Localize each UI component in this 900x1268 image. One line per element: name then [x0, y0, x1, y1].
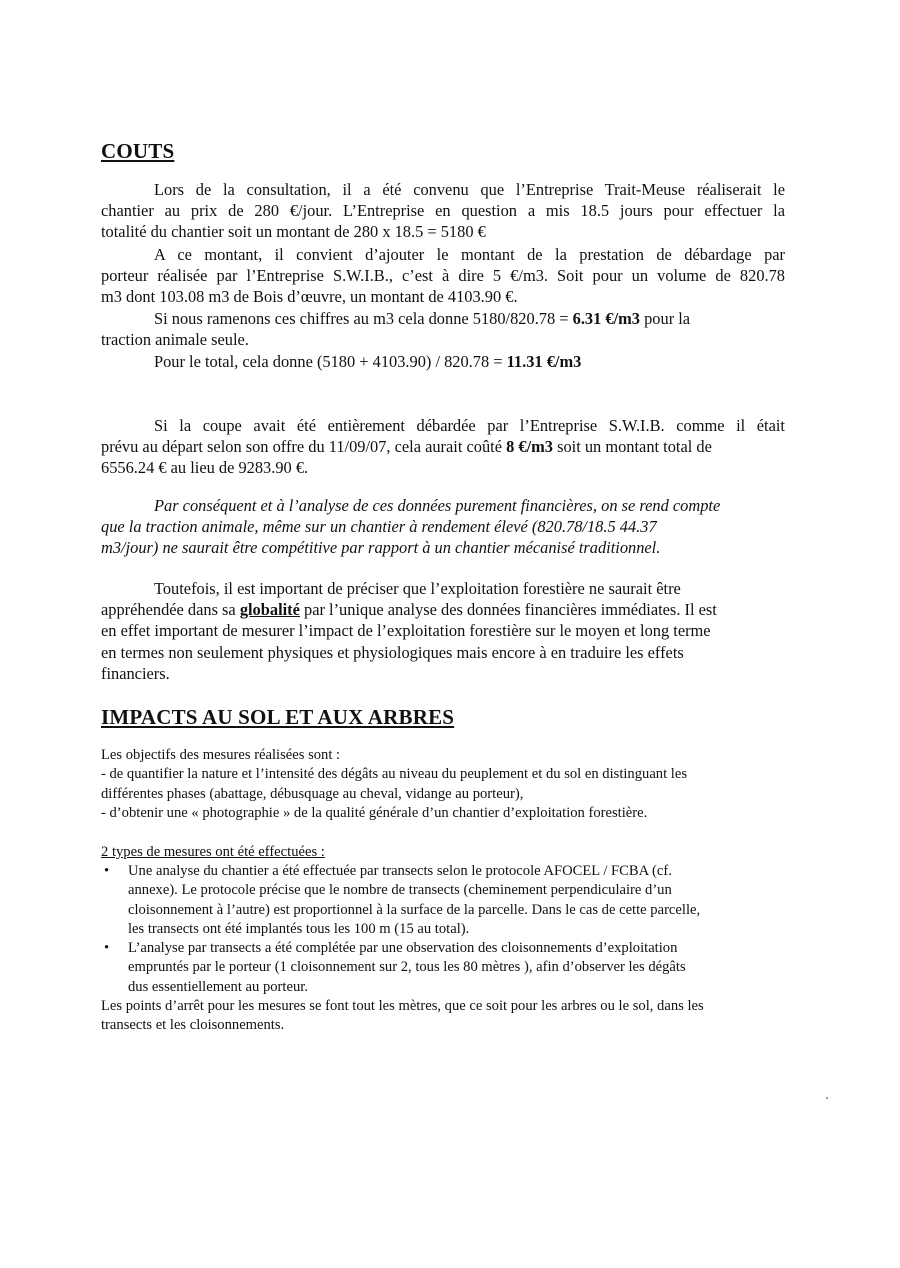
text-line: Lors de la consultation, il a été convenu que l’Entreprise Trait-Meuse réaliserait le — [154, 180, 785, 199]
text-line: en termes non seulement physiques et physiologiques mais encore à en traduire les effets — [101, 642, 684, 662]
couts-paragraph-5 — [101, 415, 785, 479]
text-segment: prévu au départ selon son offre du 11/09/07, cela aurait coûté — [101, 437, 507, 457]
objectifs-block — [101, 746, 791, 823]
text-line: 2 types de mesures ont été effectuées : — [101, 844, 325, 860]
text-line: en effet important de mesurer l’impact de l’exploitation forestière sur le moyen et long terme — [101, 621, 711, 641]
text-line: porteur réalisée par l’Entreprise S.W.I.B., c’est à dire 5 €/m3. Soit pour un volume de 820.78 — [101, 266, 785, 286]
couts-paragraph-1 — [101, 179, 785, 243]
text-line: - d’obtenir une « photographie » de la qualité générale d’un chantier d’exploitation forestière. — [101, 804, 648, 821]
text-segment: pour la — [640, 309, 691, 328]
bullet-list — [101, 862, 791, 1036]
text-line: L’analyse par transects a été complétée par une observation des cloisonnements d’exploitation — [128, 940, 678, 957]
text-segment: soit un montant total de — [552, 437, 712, 457]
text-line: traction animale seule. — [101, 330, 249, 350]
text-line: m3 dont 103.08 m3 de Bois d’œuvre, un montant de 4103.90 €. — [101, 287, 518, 307]
text-segment: par l’unique analyse des données financières immédiates. Il est — [299, 600, 717, 620]
text-line: chantier au prix de 280 €/jour. L’Entreprise en question a mis 18.5 jours pour effectuer la — [101, 201, 785, 221]
price-per-m3-bold: 6.31 €/m3 — [572, 309, 641, 328]
text-line: cloisonnement à l’autre) est proportionnel à la surface de la parcelle. Dans le cas de cette parcelle, — [128, 901, 701, 918]
text-line: Les objectifs des mesures réalisées sont : — [101, 747, 341, 763]
text-line: m3/jour) ne saurait être compétitive par rapport à un chantier mécanisé traditionnel. — [101, 538, 661, 558]
text-line: - de quantifier la nature et l’intensité des dégâts au niveau du peuplement et du sol en distinguant les — [101, 766, 688, 783]
couts-paragraph-7 — [101, 578, 785, 684]
text-line: Par conséquent et à l’analyse de ces données purement financières, on se rend compte — [154, 496, 721, 515]
text-line — [101, 308, 785, 329]
types-title — [101, 843, 791, 862]
text-line: différentes phases (abattage, débusquage au cheval, vidange au porteur), — [101, 785, 524, 802]
list-item — [101, 862, 791, 939]
couts-paragraph-4 — [101, 351, 785, 372]
text-line: les transects ont été implantés tous les 100 m (15 au total). — [128, 920, 470, 937]
couts-conclusion-italic — [101, 495, 785, 559]
list-item — [101, 939, 791, 997]
text-line: A ce montant, il convient d’ajouter le montant de la prestation de débardage par — [154, 245, 785, 264]
globalite-bold-underlined: globalité — [239, 600, 300, 620]
text-line: totalité du chantier soit un montant de 280 x 18.5 = 5180 € — [101, 222, 486, 242]
text-line: Toutefois, il est important de préciser que l’exploitation forestière ne saurait être — [154, 579, 681, 598]
text-line: Une analyse du chantier a été effectuée par transects selon le protocole AFOCEL / FCBA (cf. — [128, 863, 672, 879]
text-line: empruntés par le porteur (1 cloisonnement sur 2, tous les 80 mètres ), afin d’observer les dégâts — [128, 959, 686, 976]
bullet-icon: • — [104, 940, 110, 957]
swib-price-bold: 8 €/m3 — [506, 437, 553, 457]
text-segment: appréhendée dans sa — [101, 600, 240, 620]
text-line: transects et les cloisonnements. — [101, 1017, 285, 1034]
text-line: annexe). Le protocole précise que le nombre de transects (cheminement perpendiculaire d’un — [128, 882, 672, 899]
text-line: Si la coupe avait été entièrement débardée par l’Entreprise S.W.I.B. comme il était — [154, 416, 785, 435]
text-segment: Pour le total, cela donne (5180 + 4103.90) / 820.78 = — [154, 352, 507, 371]
impacts-heading: IMPACTS AU SOL ET AUX ARBRES — [101, 705, 455, 729]
couts-heading: COUTS — [101, 139, 175, 163]
text-line: 6556.24 € au lieu de 9283.90 €. — [101, 458, 309, 478]
text-line: que la traction animale, même sur un chantier à rendement élevé (820.78/18.5 44.37 — [101, 517, 657, 537]
points-block — [101, 997, 791, 1036]
text-line — [101, 436, 785, 457]
text-line — [101, 351, 785, 372]
couts-paragraph-2 — [101, 244, 785, 308]
text-segment: Si nous ramenons ces chiffres au m3 cela donne 5180/820.78 = — [154, 309, 573, 328]
text-line: Les points d’arrêt pour les mesures se font tout les mètres, que ce soit pour les arbres ou le sol, dans les — [101, 998, 704, 1015]
total-per-m3-bold: 11.31 €/m3 — [506, 352, 582, 371]
bullet-icon: • — [104, 863, 110, 879]
text-line: financiers. — [101, 663, 170, 683]
scan-speck — [826, 1097, 828, 1099]
couts-paragraph-3 — [101, 308, 785, 350]
text-line — [101, 599, 785, 620]
text-line: dus essentiellement au porteur. — [128, 978, 308, 995]
